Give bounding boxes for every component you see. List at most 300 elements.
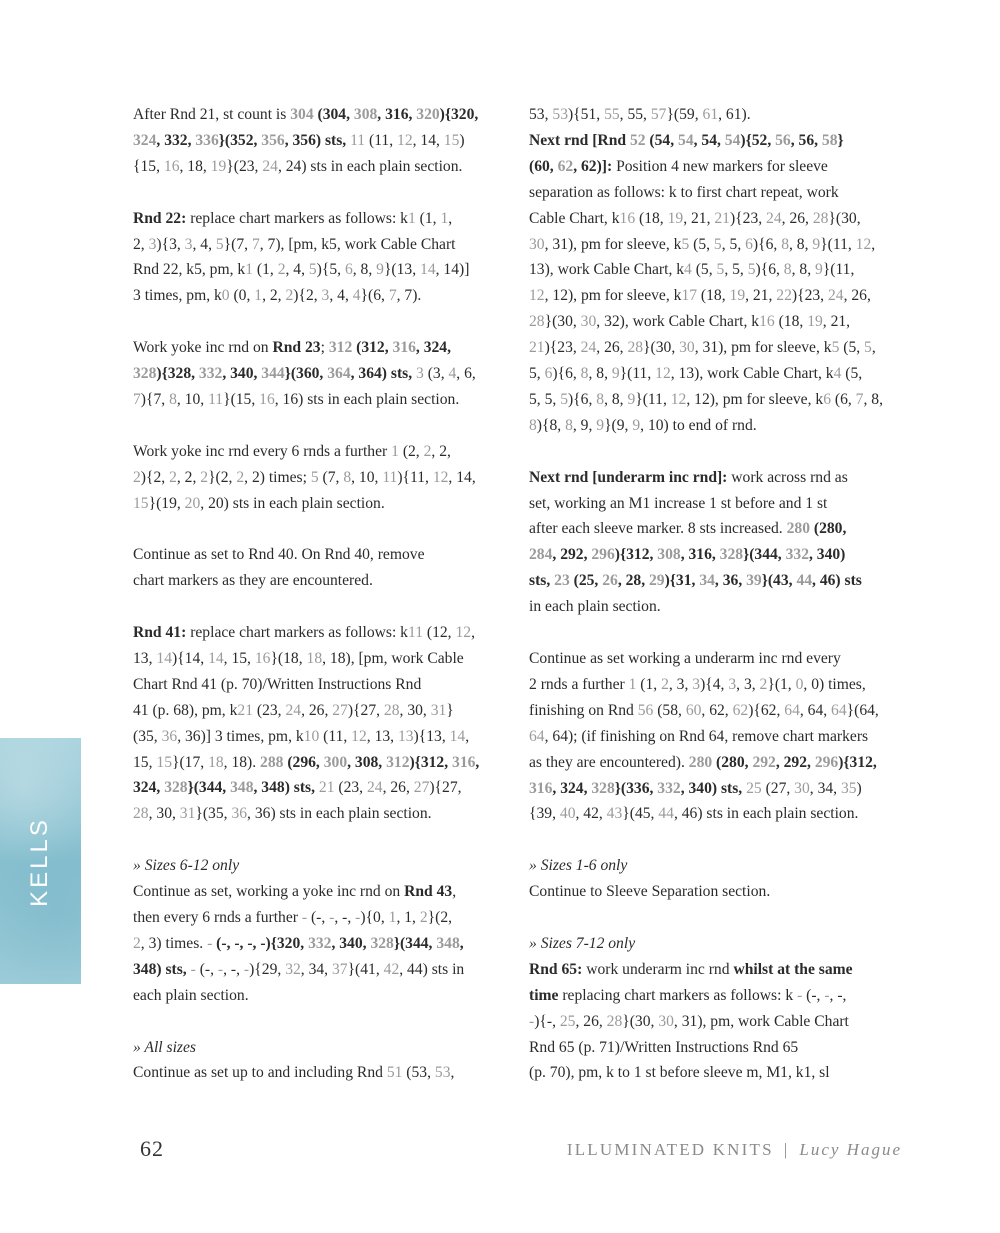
text-segment: , xyxy=(450,1064,455,1082)
text-segment: 5 xyxy=(308,261,317,279)
text-line xyxy=(529,801,901,827)
text-segment: 9 xyxy=(812,235,821,253)
text-segment: 30 xyxy=(679,339,695,357)
text-segment: 296 xyxy=(814,753,839,771)
text-segment: , 21, xyxy=(683,209,715,227)
text-segment: Rnd 65 (p. 71)/Written Instructions Rnd 65 xyxy=(529,1038,799,1056)
text-segment: (53, xyxy=(402,1064,435,1082)
text-segment: }(360, xyxy=(284,365,328,383)
text-segment: 1 xyxy=(388,909,397,926)
footer-separator: | xyxy=(783,1140,790,1159)
text-segment: ){2, xyxy=(140,468,170,486)
text-line xyxy=(529,724,901,750)
text-segment: , 26, xyxy=(301,701,333,719)
text-segment: 27 xyxy=(413,779,430,797)
text-segment: , 5, xyxy=(721,235,746,253)
paragraph-gap xyxy=(133,516,505,542)
text-segment: } xyxy=(446,701,454,719)
text-segment: 62 xyxy=(732,701,749,719)
text-segment: 62 xyxy=(557,157,574,175)
text-segment: 328 xyxy=(164,779,188,797)
text-segment: 8 xyxy=(529,416,537,434)
text-segment: then every 6 rnds a further xyxy=(133,909,302,926)
text-segment: }(15, xyxy=(223,390,260,408)
text-segment: , 24) sts in each plain section. xyxy=(277,157,463,175)
text-segment: , xyxy=(871,339,876,357)
paragraph-gap xyxy=(529,905,901,931)
text-segment: , 10, xyxy=(351,468,383,486)
text-segment: (-, xyxy=(195,960,218,978)
text-segment: after each sleeve marker. 8 sts increased. xyxy=(529,520,787,538)
text-segment: 41 (p. 68), pm, k xyxy=(133,701,238,719)
text-segment: - xyxy=(529,1012,535,1030)
text-segment: 51 xyxy=(386,1064,403,1082)
text-segment: , 316, xyxy=(377,106,417,123)
page-number: 62 xyxy=(140,1136,164,1161)
text-segment: , 31), pm for sleeve, k xyxy=(694,339,832,357)
text-segment: - xyxy=(824,986,830,1004)
text-segment: (280, xyxy=(810,520,847,538)
text-segment: 37 xyxy=(331,960,348,978)
text-segment: , 292, xyxy=(775,753,815,771)
text-segment: ){-, xyxy=(534,1012,560,1030)
text-segment: 3 xyxy=(416,365,424,383)
text-segment: 2 xyxy=(133,468,141,486)
text-segment: 30 xyxy=(794,779,810,797)
text-line xyxy=(529,102,901,128)
text-segment: , 21, xyxy=(822,313,851,331)
text-segment: 296 xyxy=(591,546,615,564)
paragraph-gap xyxy=(529,827,901,853)
text-segment: 316 xyxy=(529,779,553,797)
text-segment: 1 xyxy=(628,675,637,693)
text-segment: 56 xyxy=(637,701,654,719)
text-segment: 2 xyxy=(759,675,768,693)
text-segment: 348) sts, xyxy=(133,960,191,978)
text-segment: ){23, xyxy=(791,287,828,305)
text-line xyxy=(133,232,505,258)
text-segment: ){6, xyxy=(755,261,784,279)
text-segment: }(2, xyxy=(427,909,453,926)
text-segment: 3 xyxy=(728,675,737,693)
text-segment: (1, xyxy=(415,209,441,227)
text-segment: (35, xyxy=(133,727,162,745)
text-line xyxy=(133,931,505,957)
text-segment: (58, xyxy=(653,701,686,719)
text-segment: 2 xyxy=(423,442,432,460)
text-segment: 11 xyxy=(382,468,398,486)
text-segment: 316 xyxy=(452,753,476,771)
text-segment: , 16) sts in each plain section. xyxy=(274,390,460,408)
text-segment: {39, xyxy=(529,805,560,823)
text-segment: ){312, xyxy=(614,546,658,564)
text-segment: 31 xyxy=(179,805,196,823)
text-segment: (-, xyxy=(802,986,825,1004)
text-segment: 13), work Cable Chart, k xyxy=(529,261,685,279)
text-segment: 304 xyxy=(290,106,314,123)
text-segment: , 61). xyxy=(718,106,751,123)
text-segment: , 56, xyxy=(790,131,822,149)
text-line xyxy=(529,361,901,387)
text-segment: 12 xyxy=(432,468,449,486)
text-segment: ){13, xyxy=(413,727,450,745)
text-segment: (6, xyxy=(830,390,856,408)
text-segment: }(11, xyxy=(619,365,656,383)
text-segment: 292 xyxy=(752,753,776,771)
text-segment: 6 xyxy=(745,235,753,253)
text-segment: , 356) sts, xyxy=(284,131,351,149)
text-segment: , 14)] xyxy=(435,261,470,279)
text-segment: 43 xyxy=(606,805,623,823)
text-segment: 24 xyxy=(366,779,383,797)
text-segment: , xyxy=(452,883,457,901)
text-segment: }(344, xyxy=(187,779,231,797)
text-segment: , 10, xyxy=(176,390,209,408)
text-segment: , 36) sts in each plain section. xyxy=(247,805,432,823)
text-line xyxy=(133,801,505,827)
text-segment: finishing on Rnd xyxy=(529,701,638,719)
text-segment: , 7). xyxy=(396,287,422,305)
text-segment: Rnd 22: xyxy=(133,209,187,227)
text-segment: ){27, xyxy=(347,701,384,719)
text-segment: , 26, xyxy=(596,339,628,357)
text-segment: , 14, xyxy=(448,468,476,486)
text-segment: , 64, xyxy=(799,701,832,719)
text-segment: 12 xyxy=(655,365,671,383)
text-segment: ){312, xyxy=(838,753,877,771)
text-segment: 12 xyxy=(855,235,872,253)
text-segment: ) xyxy=(856,779,862,797)
text-segment: 19 xyxy=(210,157,227,175)
text-segment: , 31), pm for sleeve, k xyxy=(544,235,682,253)
text-line xyxy=(529,387,901,413)
text-segment: After Rnd 21, st count is xyxy=(133,106,291,123)
text-segment: 9 xyxy=(627,390,636,408)
text-segment: 21 xyxy=(237,701,253,719)
text-segment: }(45, xyxy=(622,805,659,823)
text-line xyxy=(529,206,901,232)
text-segment: 16 xyxy=(163,157,180,175)
text-segment: 24 xyxy=(827,287,844,305)
text-segment: , 348) sts, xyxy=(253,779,319,797)
running-footer xyxy=(567,1140,902,1160)
text-segment: , 34, xyxy=(300,960,332,978)
text-segment: 12 xyxy=(670,390,687,408)
text-segment: 57 xyxy=(650,106,667,123)
text-segment: 44 xyxy=(658,805,674,823)
text-segment: 2 xyxy=(419,909,428,926)
text-segment: , 2, xyxy=(176,468,201,486)
text-line xyxy=(529,672,901,698)
text-segment: Continue as set to Rnd 40. On Rnd 40, remove xyxy=(133,546,425,564)
text-segment: 308 xyxy=(353,106,378,123)
text-segment: , 12), pm for sleeve, k xyxy=(686,390,824,408)
text-segment: , 340, xyxy=(331,934,371,952)
text-segment: 20 xyxy=(184,494,201,512)
text-segment: }(30, xyxy=(828,209,861,227)
text-segment: , xyxy=(475,753,480,771)
text-segment: (12, xyxy=(423,624,456,642)
text-segment: (5, xyxy=(841,365,863,383)
text-segment: 21 xyxy=(714,209,730,227)
text-segment: 17 xyxy=(681,287,698,305)
text-segment: (3, xyxy=(423,365,449,383)
text-segment: 40 xyxy=(559,805,576,823)
text-segment: 9 xyxy=(632,416,641,434)
text-segment: 24 xyxy=(766,209,782,227)
text-line xyxy=(133,283,505,309)
text-segment: ) xyxy=(459,131,465,149)
text-segment: 2 xyxy=(169,468,177,486)
paragraph-gap xyxy=(133,309,505,335)
text-segment: (2, xyxy=(398,442,424,460)
text-line xyxy=(133,102,505,128)
text-segment: , 340) sts, xyxy=(680,779,747,797)
text-segment: 5 xyxy=(713,235,722,253)
text-segment: separation as follows: k to first chart repeat, work xyxy=(529,183,839,201)
text-segment: ){29, xyxy=(249,960,286,978)
text-segment: 30 xyxy=(658,1012,674,1030)
text-line xyxy=(133,983,505,1009)
text-segment: ){6, xyxy=(552,365,581,383)
text-segment: 61 xyxy=(702,106,719,123)
text-segment: 16 xyxy=(619,209,636,227)
text-segment: 2 xyxy=(661,675,669,693)
text-line xyxy=(133,491,505,517)
text-segment: }(41, xyxy=(347,960,384,978)
text-segment: 300 xyxy=(323,753,348,771)
text-segment: , 8, xyxy=(788,235,813,253)
text-segment: 28 xyxy=(606,1012,623,1030)
paragraph-gap xyxy=(133,594,505,620)
text-line xyxy=(133,542,505,568)
text-segment: 324, xyxy=(133,779,165,797)
text-line xyxy=(133,879,505,905)
text-segment: , 8, xyxy=(791,261,815,279)
text-segment: , 36, xyxy=(714,572,747,590)
text-segment: (18, xyxy=(774,313,808,331)
text-segment: , 55, xyxy=(619,106,651,123)
text-segment: , 26, xyxy=(781,209,813,227)
text-segment: » Sizes 7-12 only xyxy=(529,934,636,952)
text-line xyxy=(529,257,901,283)
text-segment: set, working an M1 increase 1 st before and 1 st xyxy=(529,494,828,512)
text-segment: 14 xyxy=(208,649,224,667)
text-segment: , 62)]: xyxy=(573,157,613,175)
text-segment: Rnd 65: xyxy=(529,960,583,978)
text-line xyxy=(133,646,505,672)
text-segment: 24 xyxy=(580,339,597,357)
text-segment: , -, xyxy=(223,960,244,978)
text-segment: 34 xyxy=(699,572,715,590)
text-segment: chart markers as they are encountered. xyxy=(133,572,373,590)
text-line xyxy=(133,154,505,180)
text-segment: 30 xyxy=(529,235,545,253)
text-segment: }(64, xyxy=(846,701,879,719)
text-segment: , 3, xyxy=(736,675,760,693)
text-segment: - xyxy=(207,934,213,952)
text-segment: , 31), pm, work Cable Chart xyxy=(673,1012,849,1030)
text-segment: , xyxy=(465,727,470,745)
text-segment: as they are encountered). xyxy=(529,753,689,771)
text-segment: ){6, xyxy=(752,235,782,253)
text-segment: 4 xyxy=(352,287,361,305)
text-segment: , 332, xyxy=(156,131,196,149)
text-line xyxy=(529,957,901,983)
text-segment: 348 xyxy=(230,779,254,797)
text-segment: (11, xyxy=(365,131,398,149)
text-segment: 348 xyxy=(436,934,460,952)
text-segment: 1 xyxy=(407,209,416,227)
paragraph-gap xyxy=(133,1009,505,1035)
text-line xyxy=(133,724,505,750)
text-segment: }(11, xyxy=(822,261,855,279)
text-segment: }(30, xyxy=(643,339,680,357)
text-segment: Rnd 43 xyxy=(404,883,453,901)
text-line xyxy=(529,568,901,594)
text-segment: 5 xyxy=(310,468,319,486)
text-segment: Work yoke inc rnd every 6 rnds a further xyxy=(133,442,392,460)
text-line xyxy=(529,646,901,672)
text-segment: 53 xyxy=(434,1064,451,1082)
text-segment: 9 xyxy=(814,261,823,279)
text-segment: }(23, xyxy=(226,157,263,175)
text-segment: , 308, xyxy=(347,753,387,771)
text-segment: , 12), pm for sleeve, k xyxy=(544,287,682,305)
text-segment: time xyxy=(529,986,559,1004)
text-line xyxy=(133,1035,505,1061)
text-segment: 28 xyxy=(529,313,545,331)
text-segment: 23 xyxy=(554,572,570,590)
text-segment: }(35, xyxy=(195,805,232,823)
text-segment: 324 xyxy=(133,131,157,149)
text-segment: - xyxy=(797,986,803,1004)
text-segment: each plain section. xyxy=(133,986,249,1004)
text-segment: 1 xyxy=(254,287,263,305)
text-segment: 2 xyxy=(277,261,286,279)
text-segment: 54 xyxy=(678,131,694,149)
text-segment: }(13, xyxy=(383,261,421,279)
text-segment: (312, xyxy=(352,339,393,357)
text-segment: - xyxy=(243,960,250,978)
text-line xyxy=(529,154,901,180)
text-line xyxy=(529,335,901,361)
text-line xyxy=(529,283,901,309)
text-segment: 320 xyxy=(416,106,440,123)
text-segment: 19 xyxy=(729,287,746,305)
text-segment: , 13), work Cable Chart, k xyxy=(670,365,834,383)
text-segment: 7 xyxy=(855,390,864,408)
text-segment: 332 xyxy=(308,934,332,952)
text-segment: - xyxy=(329,909,335,926)
text-segment: ){320, xyxy=(439,106,479,123)
book-title: ILLUMINATED KNITS xyxy=(566,1140,774,1159)
text-segment: 36 xyxy=(161,727,178,745)
text-segment: 35 xyxy=(840,779,857,797)
text-segment: }(30, xyxy=(622,1012,659,1030)
text-segment: , 42, xyxy=(575,805,607,823)
text-line xyxy=(529,180,901,206)
text-segment: Rnd 23 xyxy=(272,339,321,357)
text-segment: , 6, xyxy=(456,365,476,383)
text-line xyxy=(529,983,901,1009)
text-line xyxy=(133,361,505,387)
text-segment: }(30, xyxy=(544,313,581,331)
text-segment: 288 xyxy=(260,753,284,771)
text-segment: sts, xyxy=(529,572,555,590)
text-segment: 14 xyxy=(420,261,436,279)
text-segment: 328 xyxy=(133,365,157,383)
text-segment: 344 xyxy=(261,365,285,383)
text-segment: ){5, xyxy=(316,261,345,279)
text-line xyxy=(529,491,901,517)
text-segment: - xyxy=(355,909,361,926)
text-segment: 6 xyxy=(823,390,831,408)
text-segment: Continue as set, working a yoke inc rnd on xyxy=(133,883,405,901)
text-segment: replace chart markers as follows: k xyxy=(186,624,408,642)
text-segment: (5, xyxy=(689,235,714,253)
text-segment: 27 xyxy=(332,701,348,719)
text-segment: 280 xyxy=(786,520,810,538)
text-segment: (304, xyxy=(313,106,354,123)
text-segment: 332 xyxy=(657,779,681,797)
text-line xyxy=(133,1060,505,1086)
text-segment: 31 xyxy=(430,701,447,719)
text-segment: , -, xyxy=(829,986,847,1004)
text-line xyxy=(529,879,901,905)
text-segment: (-, xyxy=(307,909,330,926)
text-segment: 15 xyxy=(133,494,149,512)
text-line xyxy=(529,309,901,335)
text-segment: , 44) sts in xyxy=(399,960,465,978)
text-segment: 64 xyxy=(831,701,847,719)
text-segment: , 324, xyxy=(415,339,451,357)
text-segment: , 2, xyxy=(262,287,286,305)
text-segment: }(344, xyxy=(393,934,437,952)
text-segment: 14 xyxy=(449,727,466,745)
text-segment: 21 xyxy=(529,339,545,357)
text-segment: }(59, xyxy=(666,106,703,123)
left-text-column xyxy=(133,102,505,1086)
text-line xyxy=(133,750,505,776)
text-segment: , 20) sts in each plain section. xyxy=(200,494,385,512)
text-segment: 5, 5, xyxy=(529,390,561,408)
text-segment: 21 xyxy=(318,779,335,797)
text-segment: , 2, xyxy=(431,442,451,460)
text-segment: }(19, xyxy=(148,494,185,512)
text-segment: 13 xyxy=(397,727,414,745)
paragraph-gap xyxy=(529,439,901,465)
text-segment: 336 xyxy=(195,131,219,149)
text-segment: 16 xyxy=(759,313,775,331)
text-line xyxy=(133,905,505,931)
text-segment: Rnd 41: xyxy=(133,624,187,642)
text-segment: , 15, xyxy=(223,649,255,667)
text-segment: 11 xyxy=(407,624,423,642)
text-segment: (23, xyxy=(334,779,367,797)
text-segment: } xyxy=(837,131,844,149)
text-segment: (280, xyxy=(712,753,753,771)
text-segment: ){3, xyxy=(156,235,185,253)
text-segment: , 18), [pm, work Cable xyxy=(322,649,464,667)
text-segment: » All sizes xyxy=(133,1038,196,1056)
text-segment: 1 xyxy=(440,209,449,227)
text-line xyxy=(529,232,901,258)
text-segment: 328 xyxy=(370,934,394,952)
text-segment: 284 xyxy=(529,546,553,564)
text-segment: 4 xyxy=(448,365,457,383)
text-line xyxy=(529,516,901,542)
